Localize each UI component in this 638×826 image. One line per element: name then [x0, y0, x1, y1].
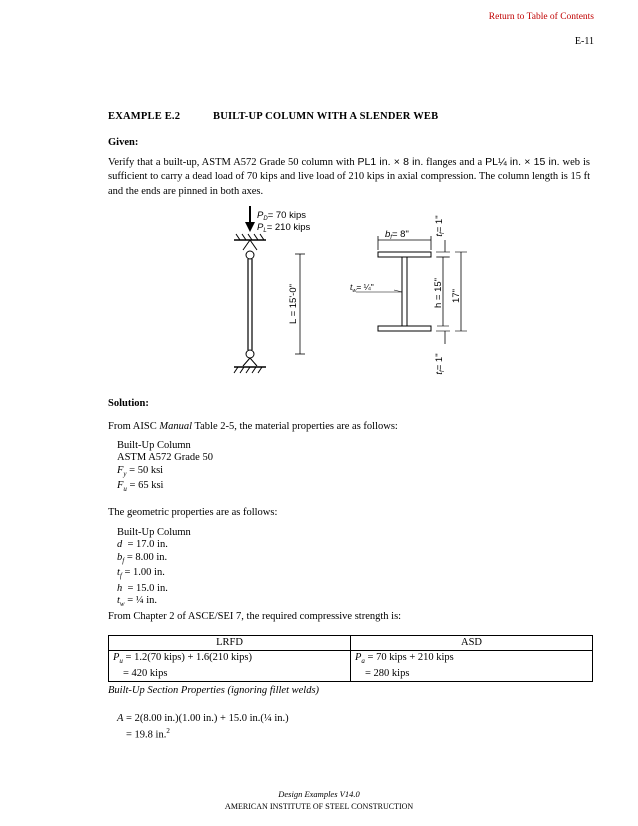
svg-text:L = 15'-0": L = 15'-0"	[288, 284, 299, 324]
svg-text:h = 15": h = 15"	[433, 277, 444, 309]
page-footer	[0, 789, 638, 812]
bf-dimension	[378, 229, 431, 250]
footer-aisc: AMERICAN INSTITUTE OF STEEL CONSTRUCTION	[224, 800, 414, 811]
asd-cell: $P_a = 70$ kips + 210 kips = 280 kips	[351, 651, 593, 682]
solution-label: Solution:	[108, 398, 149, 409]
pl-label: $P_L= 210$ kips	[257, 222, 311, 234]
area-calculation: A = 2(8.00 in.)(1.00 in.) + 15.0 in.(¼ in.) = 19.8 in.$^2$	[117, 713, 289, 741]
top-pin-support	[234, 234, 266, 259]
load-arrow	[245, 206, 255, 232]
footer-design-examples: Design Examples V14.0	[278, 789, 360, 799]
lrfd-cell: $P_u = 1.2(70$ kips) + 1.6(210 kips) = 420 kips	[109, 651, 351, 682]
svg-text:tf= 1": $t_f= 1$"	[434, 215, 446, 237]
asd-header: ASD	[351, 636, 593, 651]
return-to-toc-link[interactable]: Return to Table of Contents	[488, 12, 594, 22]
lrfd-header: LRFD	[109, 636, 351, 651]
bottom-pin-support	[234, 350, 266, 373]
length-dimension	[288, 254, 305, 354]
example-number: EXAMPLE E.2	[108, 111, 181, 122]
tw-dimension	[350, 282, 402, 294]
required-strength-intro: From Chapter 2 of ASCE/SEI 7, the required compressive strength is:	[108, 611, 402, 622]
svg-text:tw= ¼": $t_w=$ ¼"	[350, 282, 374, 294]
material-properties: Built-Up Column ASTM A572 Grade 50 $F_y = 50$ ksi $F_u = 65$ ksi	[117, 440, 213, 494]
svg-text:tf= 1": $t_f= 1$"	[434, 353, 446, 375]
given-paragraph: Verify that a built-up, ASTM A572 Grade 50 column with PL1 in. × 8 in. flanges and a PL¼ in. × 15 in. web is sufficient to carry a dead load of 70 kips and live load of 210 kips in axial compression. The column length is 15 ft and the ends are pinned in both axes.	[108, 156, 590, 197]
svg-text:bf= 8": $b_f= 8$"	[385, 229, 409, 241]
tf-top-dimension	[434, 215, 450, 257]
tf-bottom-dimension	[434, 331, 450, 375]
depth-dimensions	[433, 252, 467, 331]
required-strength-table	[108, 635, 593, 682]
material-intro: From AISC Manual Table 2-5, the material properties are as follows:	[108, 421, 398, 432]
example-title: BUILT-UP COLUMN WITH A SLENDER WEB	[213, 111, 439, 122]
given-label: Given:	[108, 137, 139, 148]
geometric-intro: The geometric properties are as follows:	[108, 507, 278, 518]
geometric-properties: Built-Up Column d = 17.0 in. $b_f = 8.00$ in. $t_f = 1.00$ in. h = 15.0 in. $t_w$ = ¼ in.	[117, 527, 191, 609]
flange-plate-spec: PL1 in. × 8 in.	[357, 156, 424, 168]
pd-label: $P_D= 70$ kips	[257, 210, 306, 222]
i-section	[378, 252, 431, 331]
web-plate-spec: PL¼ in. × 15 in.	[485, 156, 560, 168]
section-properties-heading: Built-Up Section Properties (ignoring fillet welds)	[108, 685, 320, 696]
page-number: E-11	[574, 36, 594, 47]
svg-text:17": 17"	[451, 289, 462, 303]
